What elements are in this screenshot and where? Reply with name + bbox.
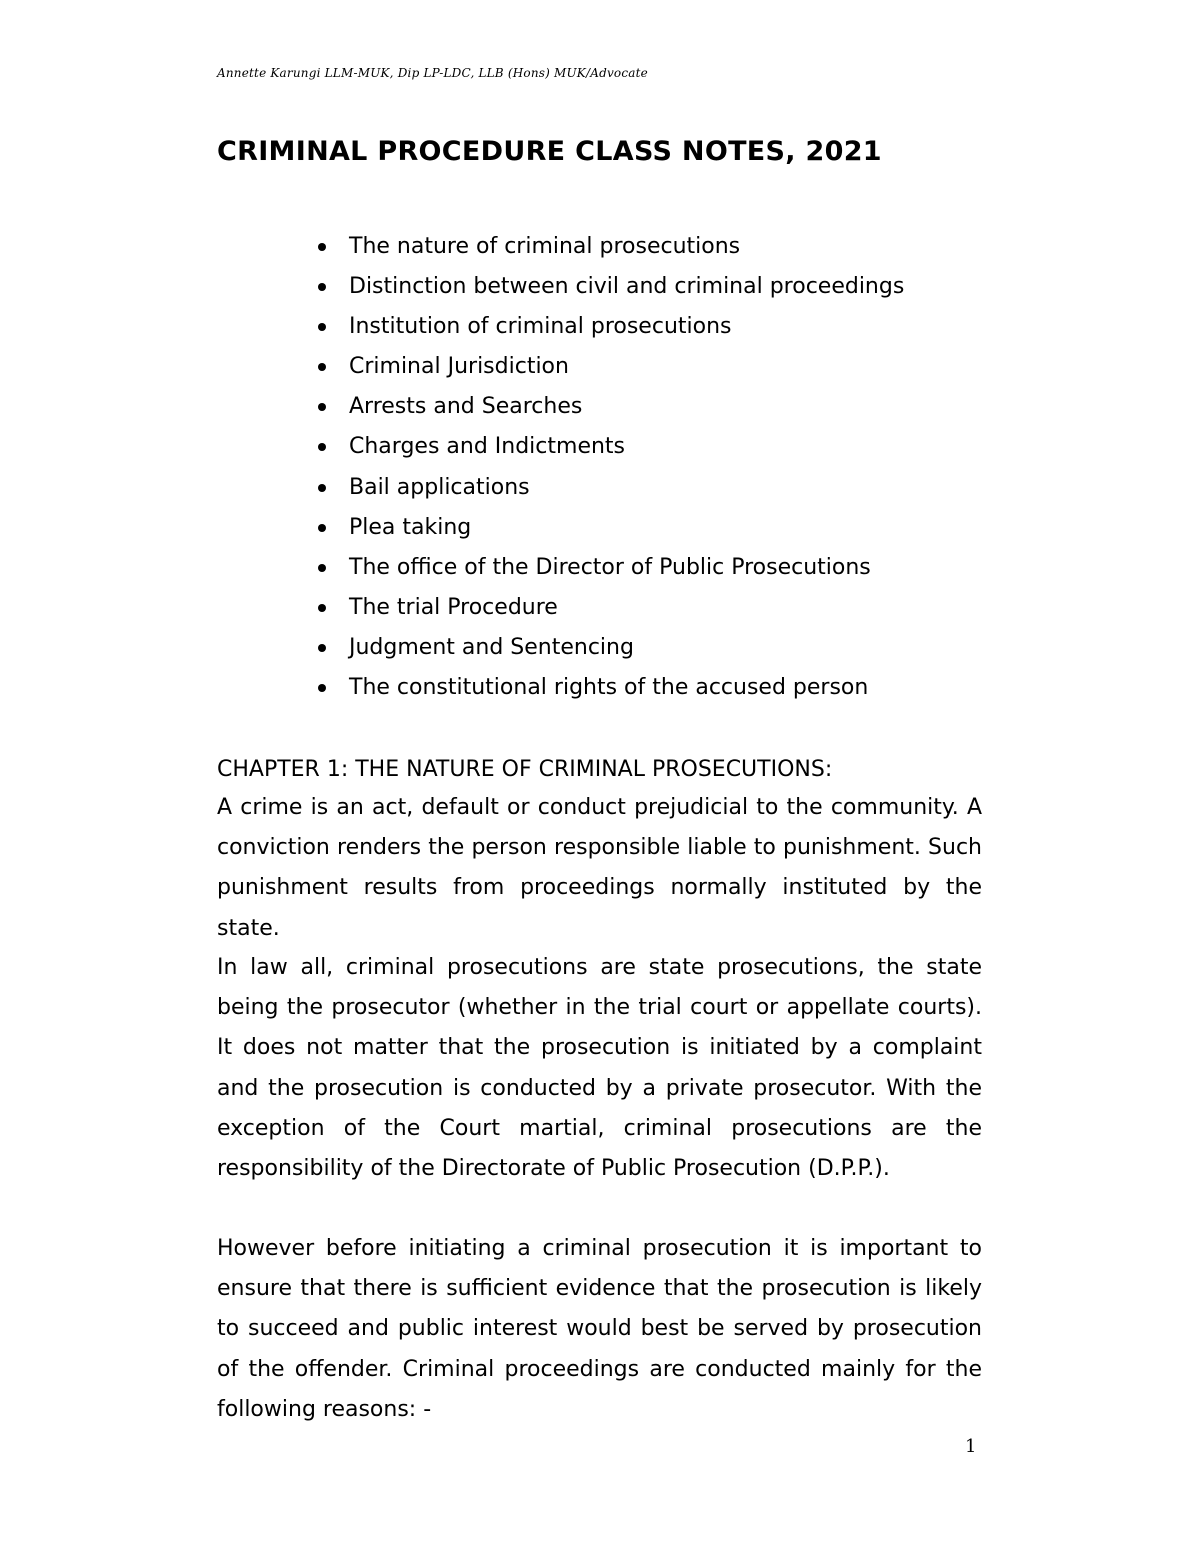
bullet-icon — [318, 644, 326, 652]
bullet-icon — [318, 604, 326, 612]
bullet-icon — [318, 323, 326, 331]
list-item-text: Judgment and Sentencing — [349, 634, 634, 660]
body-paragraph: A crime is an act, default or conduct prejudicial to the community. A conviction renders the person responsible liable to punishment. Such punishment results from proceedings normally instituted by the state. — [217, 795, 982, 941]
bullet-icon — [318, 684, 326, 692]
list-item-text: Institution of criminal prosecutions — [349, 314, 732, 340]
body-paragraph: In law all, criminal prosecutions are state prosecutions, the state being the prosecutor (whether in the trial court or appellate courts). It does not matter that the prosecution is initiated by a complaint and the prosecution is conducted by a private prosecutor. With the exception of the Court martial, criminal prosecutions are the responsibility of the Directorate of Public Prosecution (D.P.P.). — [217, 955, 982, 1182]
list-item-text: Arrests and Searches — [349, 394, 583, 420]
bullet-icon — [318, 443, 326, 451]
bullet-icon — [318, 484, 326, 492]
body-paragraph: However before initiating a criminal prosecution it is important to ensure that there is sufficient evidence that the prosecution is likely to succeed and public interest would best be served by prosecution of the offender. Criminal proceedings are conducted mainly for the following reasons: - — [217, 1236, 982, 1422]
bullet-icon — [318, 564, 326, 572]
list-item-text: The nature of criminal prosecutions — [349, 234, 741, 259]
list-item-text: The constitutional rights of the accused person — [349, 675, 869, 701]
list-item-text: Charges and Indictments — [349, 434, 626, 460]
bullet-icon — [318, 283, 326, 291]
document-title: CRIMINAL PROCEDURE CLASS NOTES, 2021 — [217, 136, 882, 167]
list-item-text: Plea taking — [349, 514, 472, 540]
list-item-text: The trial Procedure — [349, 594, 558, 620]
bullet-icon — [318, 524, 326, 532]
page-number: 1 — [965, 1436, 977, 1457]
list-item-text: Bail applications — [349, 474, 530, 500]
list-item-text: Criminal Jurisdiction — [349, 354, 569, 380]
bullet-icon — [318, 363, 326, 371]
bullet-icon — [318, 243, 326, 251]
author-header: Annette Karungi LLM-MUK, Dip LP-LDC, LLB (Hons) MUK/Advocate — [217, 66, 648, 80]
bullet-icon — [318, 403, 326, 411]
list-item-text: Distinction between civil and criminal proceedings — [349, 274, 905, 300]
chapter-heading: CHAPTER 1: THE NATURE OF CRIMINAL PROSECUTIONS: — [217, 757, 833, 782]
list-item-text: The office of the Director of Public Prosecutions — [349, 554, 871, 580]
